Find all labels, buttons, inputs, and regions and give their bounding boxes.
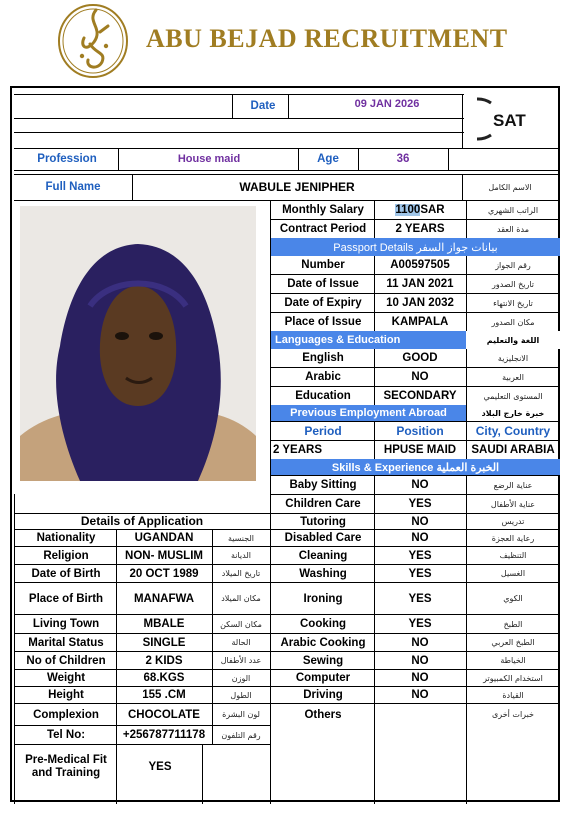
english-ar: الانجليزية	[497, 353, 529, 363]
premedical-label: Pre-Medical Fit and Training	[25, 754, 107, 779]
issue-date-label: Date of Issue	[287, 278, 359, 290]
languages-title: Languages & Education	[275, 334, 401, 346]
expiry-date-ar: تاريخ الانتهاء	[493, 298, 533, 308]
date-label: Date	[250, 100, 276, 112]
fullname-ar: الاسم الكامل	[488, 182, 532, 192]
passport-band: Passport Details بيانات جواز السفر	[271, 238, 560, 256]
salary-label: Monthly Salary	[282, 204, 364, 216]
expiry-date-value: 10 JAN 2032	[386, 297, 454, 309]
skill-ar: الطبخ العربي	[491, 638, 535, 647]
application-value: 20 OCT 1989	[129, 567, 199, 580]
skill-value	[374, 704, 466, 725]
application-value: UGANDAN	[134, 532, 194, 544]
salary-ar: الراتب الشهري	[487, 205, 539, 215]
application-label: Nationality	[36, 532, 96, 544]
company-name: ABU BEJAD RECRUITMENT	[146, 24, 508, 53]
skill-value: YES	[408, 567, 432, 580]
date-value: 09 JAN 2026	[354, 98, 420, 110]
application-ar: رقم التلفون	[221, 730, 261, 740]
applicant-portrait-icon	[20, 206, 256, 481]
skill-ar: الطبخ	[503, 619, 523, 629]
application-value: NON- MUSLIM	[125, 549, 203, 562]
employment-country: SAUDI ARABIA	[471, 444, 555, 456]
skill-label: Baby Sitting	[289, 479, 357, 491]
salary-amount: 1100	[395, 204, 421, 216]
skill-label: Others	[304, 708, 342, 721]
application-label: Date of Birth	[31, 567, 101, 580]
issue-date-value: 11 JAN 2021	[386, 278, 454, 290]
skill-ar: استخدام الكمبيوتر	[483, 673, 543, 683]
skill-value: YES	[408, 618, 432, 630]
skill-value: NO	[411, 654, 429, 667]
skill-value: NO	[411, 479, 429, 491]
application-ar: عدد الأطفال	[220, 656, 262, 665]
skill-label: Computer	[295, 672, 351, 684]
skill-ar: التنظيف	[499, 551, 527, 560]
application-ar: مكان الميلاد	[221, 594, 261, 603]
issue-date-ar: تاريخ الصدور	[492, 279, 534, 289]
skill-label: Disabled Care	[284, 532, 362, 544]
application-value: SINGLE	[142, 636, 186, 649]
age-value: 36	[396, 153, 410, 165]
application-label: Complexion	[33, 708, 99, 721]
english-value: GOOD	[402, 352, 438, 364]
application-value: MBALE	[143, 618, 185, 630]
application-value: CHOCOLATE	[128, 708, 200, 721]
employment-title-ar: خبرة خارج البلاد	[481, 408, 545, 418]
premedical-value: YES	[148, 761, 172, 773]
skill-value: NO	[411, 515, 429, 528]
skills-band: Skills & Experience الخبرة العملية	[271, 459, 560, 475]
skill-value: NO	[411, 636, 429, 649]
profession-label: Profession	[37, 153, 97, 165]
skill-value: YES	[408, 592, 432, 605]
skill-label: Sewing	[302, 654, 344, 667]
passport-number-value: A00597505	[390, 259, 450, 271]
application-ar: مكان السكن	[220, 619, 262, 629]
application-value: 155 .CM	[142, 689, 186, 701]
skill-value: NO	[411, 689, 429, 701]
application-label: Place of Birth	[28, 592, 104, 605]
application-label: Weight	[46, 672, 86, 684]
skill-label: Driving	[303, 689, 343, 701]
languages-title-ar: اللغة والتعليم	[466, 331, 560, 349]
application-col-line	[212, 529, 213, 744]
application-label: No of Children	[26, 654, 106, 667]
application-value: MANAFWA	[133, 592, 195, 605]
employment-header-position: Position	[396, 424, 444, 438]
application-ar: الجنسية	[227, 533, 255, 543]
sat-logo	[464, 94, 560, 144]
skill-ar: الخياطة	[500, 656, 526, 665]
skill-label: Cleaning	[298, 549, 348, 562]
salary-value	[374, 201, 466, 219]
skill-ar: الكوي	[503, 594, 523, 603]
education-ar: المستوى التعليمي	[483, 391, 543, 401]
contract-period-ar: مدة العقد	[497, 224, 529, 234]
contract-period-value: 2 YEARS	[395, 223, 445, 235]
premedical-col-line	[202, 744, 203, 804]
application-label: Living Town	[32, 618, 100, 630]
passport-number-label: Number	[301, 259, 345, 271]
premedical-col-line	[116, 744, 117, 804]
skill-ar: الغسيل	[500, 569, 526, 578]
english-label: English	[302, 352, 344, 364]
application-label: Tel No:	[46, 729, 86, 741]
skill-label: Tutoring	[300, 515, 346, 528]
employment-band: Previous Employment Abroad	[271, 405, 466, 421]
expiry-date-label: Date of Expiry	[284, 297, 362, 309]
application-value: 2 KIDS	[145, 654, 183, 667]
skill-ar: القيادة	[502, 690, 524, 700]
fullname-value: WABULE JENIPHER	[239, 180, 355, 194]
skill-label: Ironing	[303, 592, 343, 605]
skill-value: YES	[408, 549, 432, 562]
place-issue-label: Place of Issue	[284, 316, 362, 328]
skill-ar: خبرات أخرى	[492, 710, 534, 719]
skill-value: YES	[408, 498, 432, 510]
skill-ar: تدريس	[501, 517, 525, 526]
place-issue-value: KAMPALA	[391, 316, 449, 328]
skill-ar: رعاية العجزة	[491, 533, 535, 543]
application-label: Height	[48, 689, 84, 701]
application-value: 68.KGS	[143, 672, 185, 684]
applicant-photo	[20, 206, 256, 481]
employment-header-period: Period	[304, 424, 342, 438]
application-ar: الطول	[230, 690, 252, 700]
application-ar: تاريخ الميلاد	[221, 569, 261, 578]
contract-period-label: Contract Period	[279, 223, 367, 235]
application-form	[10, 86, 560, 802]
application-title: Details of Application	[80, 514, 204, 528]
header	[0, 0, 568, 84]
skill-ar: عناية الرضع	[493, 480, 533, 490]
sat-emblem-icon	[477, 97, 547, 141]
employment-header-city: City, Country	[475, 424, 551, 438]
arabic-value: NO	[411, 371, 429, 383]
skill-label: Washing	[299, 567, 347, 580]
education-label: Education	[295, 390, 351, 402]
application-ar: لون البشرة	[222, 710, 260, 719]
application-label: Marital Status	[28, 636, 104, 649]
skill-label: Arabic Cooking	[280, 636, 366, 649]
skill-label: Children Care	[285, 498, 361, 510]
arabic-label: Arabic	[305, 371, 341, 383]
skill-value: NO	[411, 672, 429, 684]
skill-ar: عناية الأطفال	[490, 499, 536, 509]
skill-value: NO	[411, 532, 429, 544]
salary-currency: SAR	[420, 204, 445, 216]
application-value: +256787711178	[122, 729, 206, 741]
arabic-ar: العربية	[502, 372, 524, 382]
employment-position: HPUSE MAID	[383, 444, 457, 456]
application-col-line	[116, 529, 117, 744]
passport-number-ar: رقم الجواز	[495, 260, 531, 270]
place-issue-ar: مكان الصدور	[491, 317, 535, 327]
age-label: Age	[317, 153, 339, 165]
sat-logo-text: SAT	[493, 111, 526, 130]
application-ar: الحالة	[231, 638, 251, 647]
profession-value: House maid	[177, 153, 241, 165]
application-ar: الوزن	[231, 673, 251, 683]
skill-label: Cooking	[300, 618, 346, 630]
employment-period: 2 YEARS	[273, 444, 323, 456]
education-value: SECONDARY	[383, 390, 457, 402]
application-label: Religion	[43, 549, 89, 562]
fullname-label: Full Name	[45, 181, 101, 193]
company-logo	[56, 2, 130, 80]
application-ar: الديانة	[230, 551, 252, 560]
